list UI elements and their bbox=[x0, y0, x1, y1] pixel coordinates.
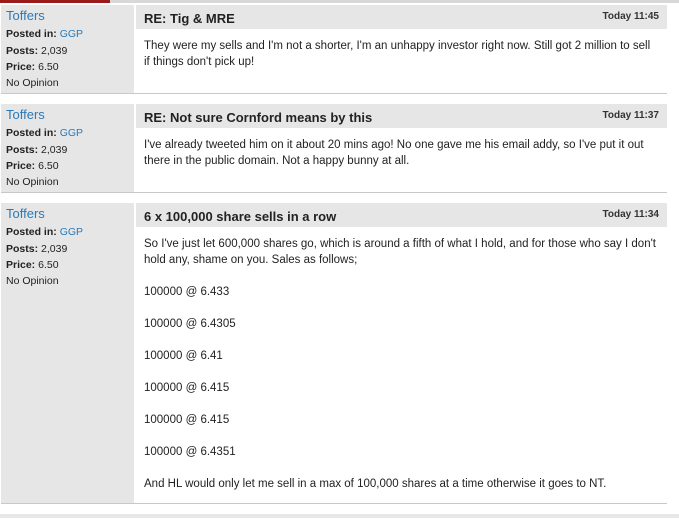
post-count bbox=[6, 43, 67, 59]
post-header bbox=[136, 203, 667, 227]
active-tab-indicator bbox=[0, 0, 110, 3]
post bbox=[1, 5, 667, 94]
posted-in bbox=[6, 125, 83, 141]
author-name-link[interactable]: Toffers bbox=[6, 107, 45, 122]
posted-in bbox=[6, 26, 83, 42]
post-title-link[interactable]: RE: Not sure Cornford means by this bbox=[144, 110, 373, 125]
post bbox=[1, 203, 667, 504]
message-panel bbox=[136, 203, 667, 503]
message-panel bbox=[136, 5, 667, 93]
post-title-link[interactable]: RE: Tig & MRE bbox=[144, 11, 235, 26]
posted-in-label: Posted in: bbox=[6, 127, 57, 139]
price bbox=[6, 59, 59, 75]
posts-label: Posts: bbox=[6, 45, 39, 57]
posted-in-ticker-link[interactable]: GGP bbox=[59, 28, 84, 40]
price-value: 6.50 bbox=[38, 61, 59, 73]
post-body bbox=[144, 137, 657, 185]
sale-line: 100000 @ 6.415 bbox=[144, 382, 230, 394]
post-timestamp: Today 11:34 bbox=[602, 209, 659, 220]
post-count bbox=[6, 241, 67, 257]
post-timestamp: Today 11:37 bbox=[602, 110, 659, 121]
price-value: 6.50 bbox=[38, 160, 59, 172]
posted-in bbox=[6, 224, 83, 240]
posts-value: 2,039 bbox=[41, 243, 68, 255]
message-panel bbox=[136, 104, 667, 192]
posted-in-label: Posted in: bbox=[6, 226, 57, 238]
author-panel bbox=[1, 5, 134, 93]
post-paragraph: So I've just let 600,000 shares go, which is around a fifth of what I hold, and for those who say I don't hold any, shame on you. Sales as follows; bbox=[144, 238, 656, 266]
price-label: Price: bbox=[6, 160, 36, 172]
author-panel bbox=[1, 104, 134, 192]
post-paragraph: They were my sells and I'm not a shorter, I'm an unhappy investor right now. Still got 2 million to sell if things don't pick up! bbox=[144, 40, 651, 68]
sale-line: 100000 @ 6.415 bbox=[144, 414, 230, 426]
price bbox=[6, 158, 59, 174]
posts-value: 2,039 bbox=[41, 144, 68, 156]
post-body bbox=[144, 38, 657, 86]
posted-in-ticker-link[interactable]: GGP bbox=[59, 127, 84, 139]
posts-label: Posts: bbox=[6, 243, 39, 255]
posts-value: 2,039 bbox=[41, 45, 68, 57]
sale-line: 100000 @ 6.433 bbox=[144, 286, 230, 298]
sale-line: 100000 @ 6.4305 bbox=[144, 318, 236, 330]
price bbox=[6, 257, 59, 273]
price-label: Price: bbox=[6, 61, 36, 73]
post-timestamp: Today 11:45 bbox=[602, 11, 659, 22]
post-body bbox=[144, 236, 657, 508]
posted-in-label: Posted in: bbox=[6, 28, 57, 40]
tab-strip bbox=[0, 0, 679, 3]
sale-line: 100000 @ 6.4351 bbox=[144, 446, 236, 458]
bottom-divider bbox=[0, 514, 679, 518]
posts-label: Posts: bbox=[6, 144, 39, 156]
author-name-link[interactable]: Toffers bbox=[6, 206, 45, 221]
sale-line: 100000 @ 6.41 bbox=[144, 350, 223, 362]
author-panel bbox=[1, 203, 134, 503]
post-paragraph: And HL would only let me sell in a max of 100,000 shares at a time otherwise it goes to NT. bbox=[144, 478, 607, 490]
price-label: Price: bbox=[6, 259, 36, 271]
post-paragraph: I've already tweeted him on it about 20 mins ago! No one gave me his email addy, so I've put it out there in the public domain. Not a happy bunny at all. bbox=[144, 139, 644, 167]
post-count bbox=[6, 142, 67, 158]
price-value: 6.50 bbox=[38, 259, 59, 271]
posted-in-ticker-link[interactable]: GGP bbox=[59, 226, 84, 238]
opinion: No Opinion bbox=[6, 275, 59, 287]
opinion: No Opinion bbox=[6, 176, 59, 188]
post-header bbox=[136, 5, 667, 29]
author-name-link[interactable]: Toffers bbox=[6, 8, 45, 23]
post bbox=[1, 104, 667, 193]
post-header bbox=[136, 104, 667, 128]
opinion: No Opinion bbox=[6, 77, 59, 89]
post-title-link[interactable]: 6 x 100,000 share sells in a row bbox=[144, 209, 337, 224]
